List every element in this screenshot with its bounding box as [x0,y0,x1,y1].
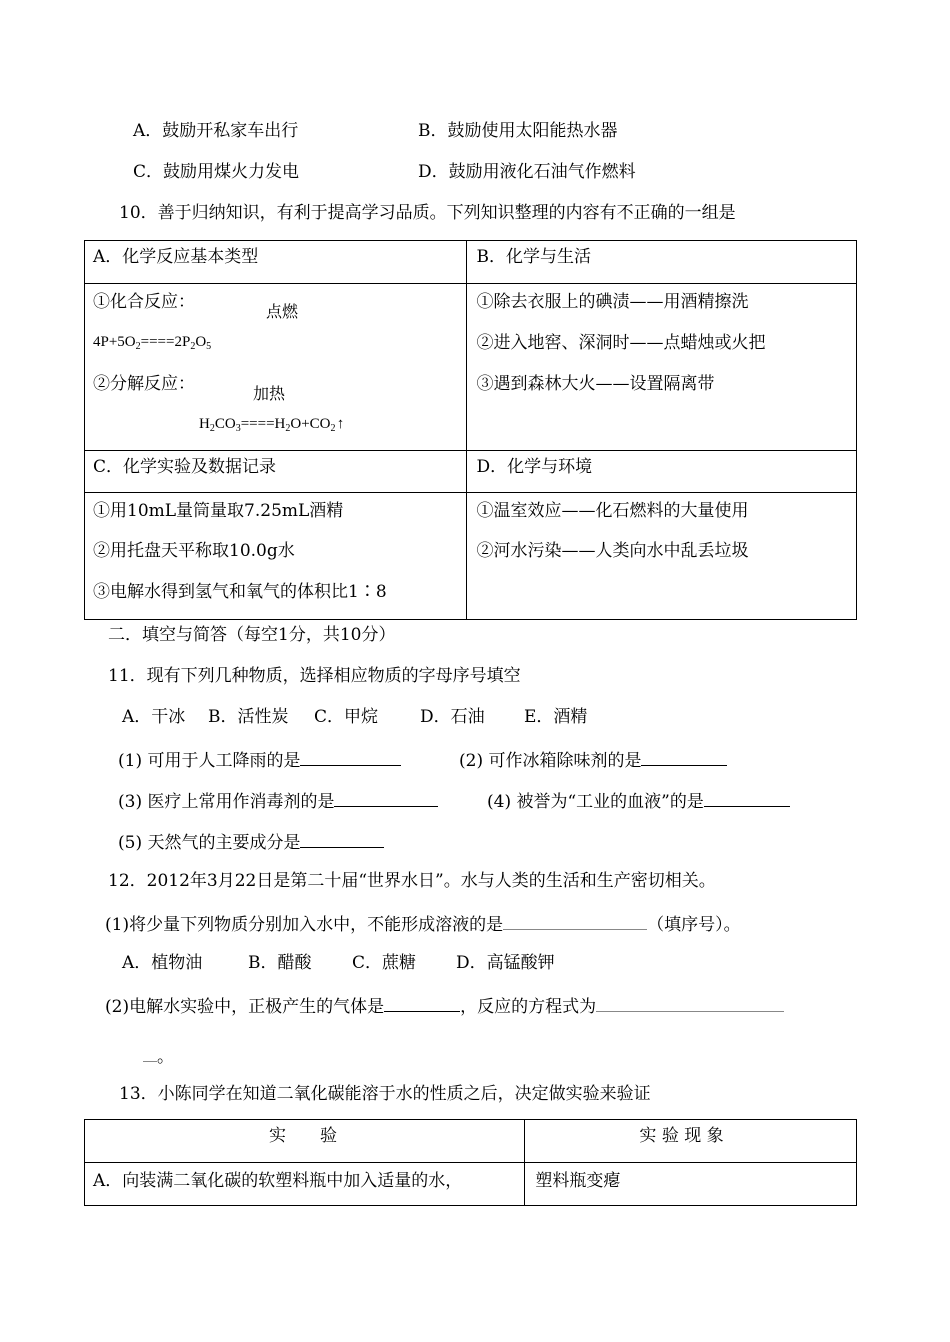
q11-option-d: D．石油 [420,707,485,727]
q10-head-c: C．化学实验及数据记录 [93,457,277,477]
q11-item-3: (3) 医疗上常用作消毒剂的是 [118,789,438,812]
q10-b-item-2: ②进入地窖、深洞时——点蜡烛或火把 [476,333,766,353]
q10-head-a-cell [85,241,467,284]
q10-c-content [85,493,467,620]
q10-c-item-2: ②用托盘天平称取10.0g水 [93,541,295,561]
answer-blank-8-continued[interactable] [143,1044,157,1062]
q12-option-c: C．蔗糖 [352,953,417,973]
q13-table [84,1119,857,1206]
answer-blank-4[interactable] [704,789,790,807]
q11-option-b: B．活性炭 [208,707,289,727]
q13-stem: 13．小陈同学在知道二氧化碳能溶于水的性质之后，决定做实验来验证 [119,1084,651,1104]
decomposition-reaction-label: ②分解反应： [93,374,195,394]
gas-arrow-icon: ↑ [336,416,345,432]
q10-a-content [85,284,467,451]
q12-option-d: D．高锰酸钾 [456,953,555,973]
q13-col-1-header [85,1120,525,1163]
q13-col-phenomenon: 实 验 现 象 [639,1126,724,1146]
q12-stem: 12．2012年3月22日是第二十届“世界水日”。水与人类的生活和生产密切相关。 [108,871,716,891]
section-2-title: 二．填空与简答（每空1分，共10分） [108,625,396,645]
q10-b-item-1: ①除去衣服上的碘渍——用酒精擦洗 [476,292,749,312]
q10-b-content [466,284,857,451]
q11-item-2: (2) 可作冰箱除味剂的是 [459,748,727,771]
q10-d-content [466,493,857,620]
q13-row-a-observation-cell [525,1163,857,1206]
q9-option-b: B．鼓励使用太阳能热水器 [418,121,618,141]
answer-blank-5[interactable] [300,830,384,848]
equation-1: $4P+5O_2====2P_2O_5$ [93,334,212,352]
q10-head-d-cell [466,451,857,493]
q10-d-item-2: ②河水污染——人类向水中乱丢垃圾 [476,541,749,561]
condition-ignite: 点燃 [266,302,299,321]
q9-option-d: D．鼓励用液化石油气作燃料 [418,162,636,182]
condition-heat: 加热 [253,384,286,403]
answer-blank-7[interactable] [384,994,460,1012]
q10-stem: 10．善于归纳知识，有利于提高学习品质。下列知识整理的内容有不正确的一组是 [119,203,736,223]
q10-c-item-3: ③电解水得到氢气和氧气的体积比1∶8 [93,582,387,602]
q13-row-a-experiment: A．向装满二氧化碳的软塑料瓶中加入适量的水， [93,1171,463,1191]
q9-option-a: A．鼓励开私家车出行 [133,121,299,141]
q10-c-item-1: ①用10mL量筒量取7.25mL酒精 [93,501,344,521]
q12-option-b: B．醋酸 [248,953,312,973]
q13-col-experiment: 实 验 [269,1126,337,1146]
q11-option-a: A．干冰 [122,707,186,727]
answer-blank-3[interactable] [334,789,438,807]
q11-option-e: E．酒精 [524,707,588,727]
q12-option-a: A．植物油 [122,953,203,973]
q11-item-5: (5) 天然气的主要成分是 [118,830,384,853]
answer-blank-2[interactable] [641,748,727,766]
answer-blank-1[interactable] [300,748,401,766]
q13-row-a-experiment-cell [85,1163,525,1206]
answer-blank-8[interactable] [596,994,784,1012]
q13-row-a-observation: 塑料瓶变瘪 [535,1171,621,1191]
combination-reaction-label: ①化合反应： [93,292,195,312]
q11-item-1: (1) 可用于人工降雨的是 [118,748,401,771]
q10-head-b-cell [466,241,857,284]
q11-item-4: (4) 被誉为“工业的血液”的是 [487,789,790,812]
q12-part-2: (2)电解水实验中，正极产生的气体是 ，反应的方程式为 [105,994,784,1017]
q11-option-c: C．甲烷 [314,707,379,727]
q12-part-2-end: 。 [143,1044,174,1067]
q10-head-a: A．化学反应基本类型 [93,247,259,267]
q10-table [84,240,857,620]
q10-head-b: B．化学与生活 [476,247,591,267]
q10-b-item-3: ③遇到森林大火——设置隔离带 [476,374,715,394]
q10-head-c-cell [85,451,467,493]
q13-col-2-header [525,1120,857,1163]
q10-d-item-1: ①温室效应——化石燃料的大量使用 [476,501,749,521]
q9-option-c: C．鼓励用煤火力发电 [133,162,300,182]
q11-stem: 11．现有下列几种物质，选择相应物质的字母序号填空 [108,666,521,686]
equation-2: $H_2CO_3====H_2O+CO_2↑$ [199,416,345,434]
q10-head-d: D．化学与环境 [476,457,593,477]
q12-part-1: (1)将少量下列物质分别加入水中，不能形成溶液的是 （填序号）。 [105,912,741,935]
answer-blank-6[interactable] [503,912,647,930]
